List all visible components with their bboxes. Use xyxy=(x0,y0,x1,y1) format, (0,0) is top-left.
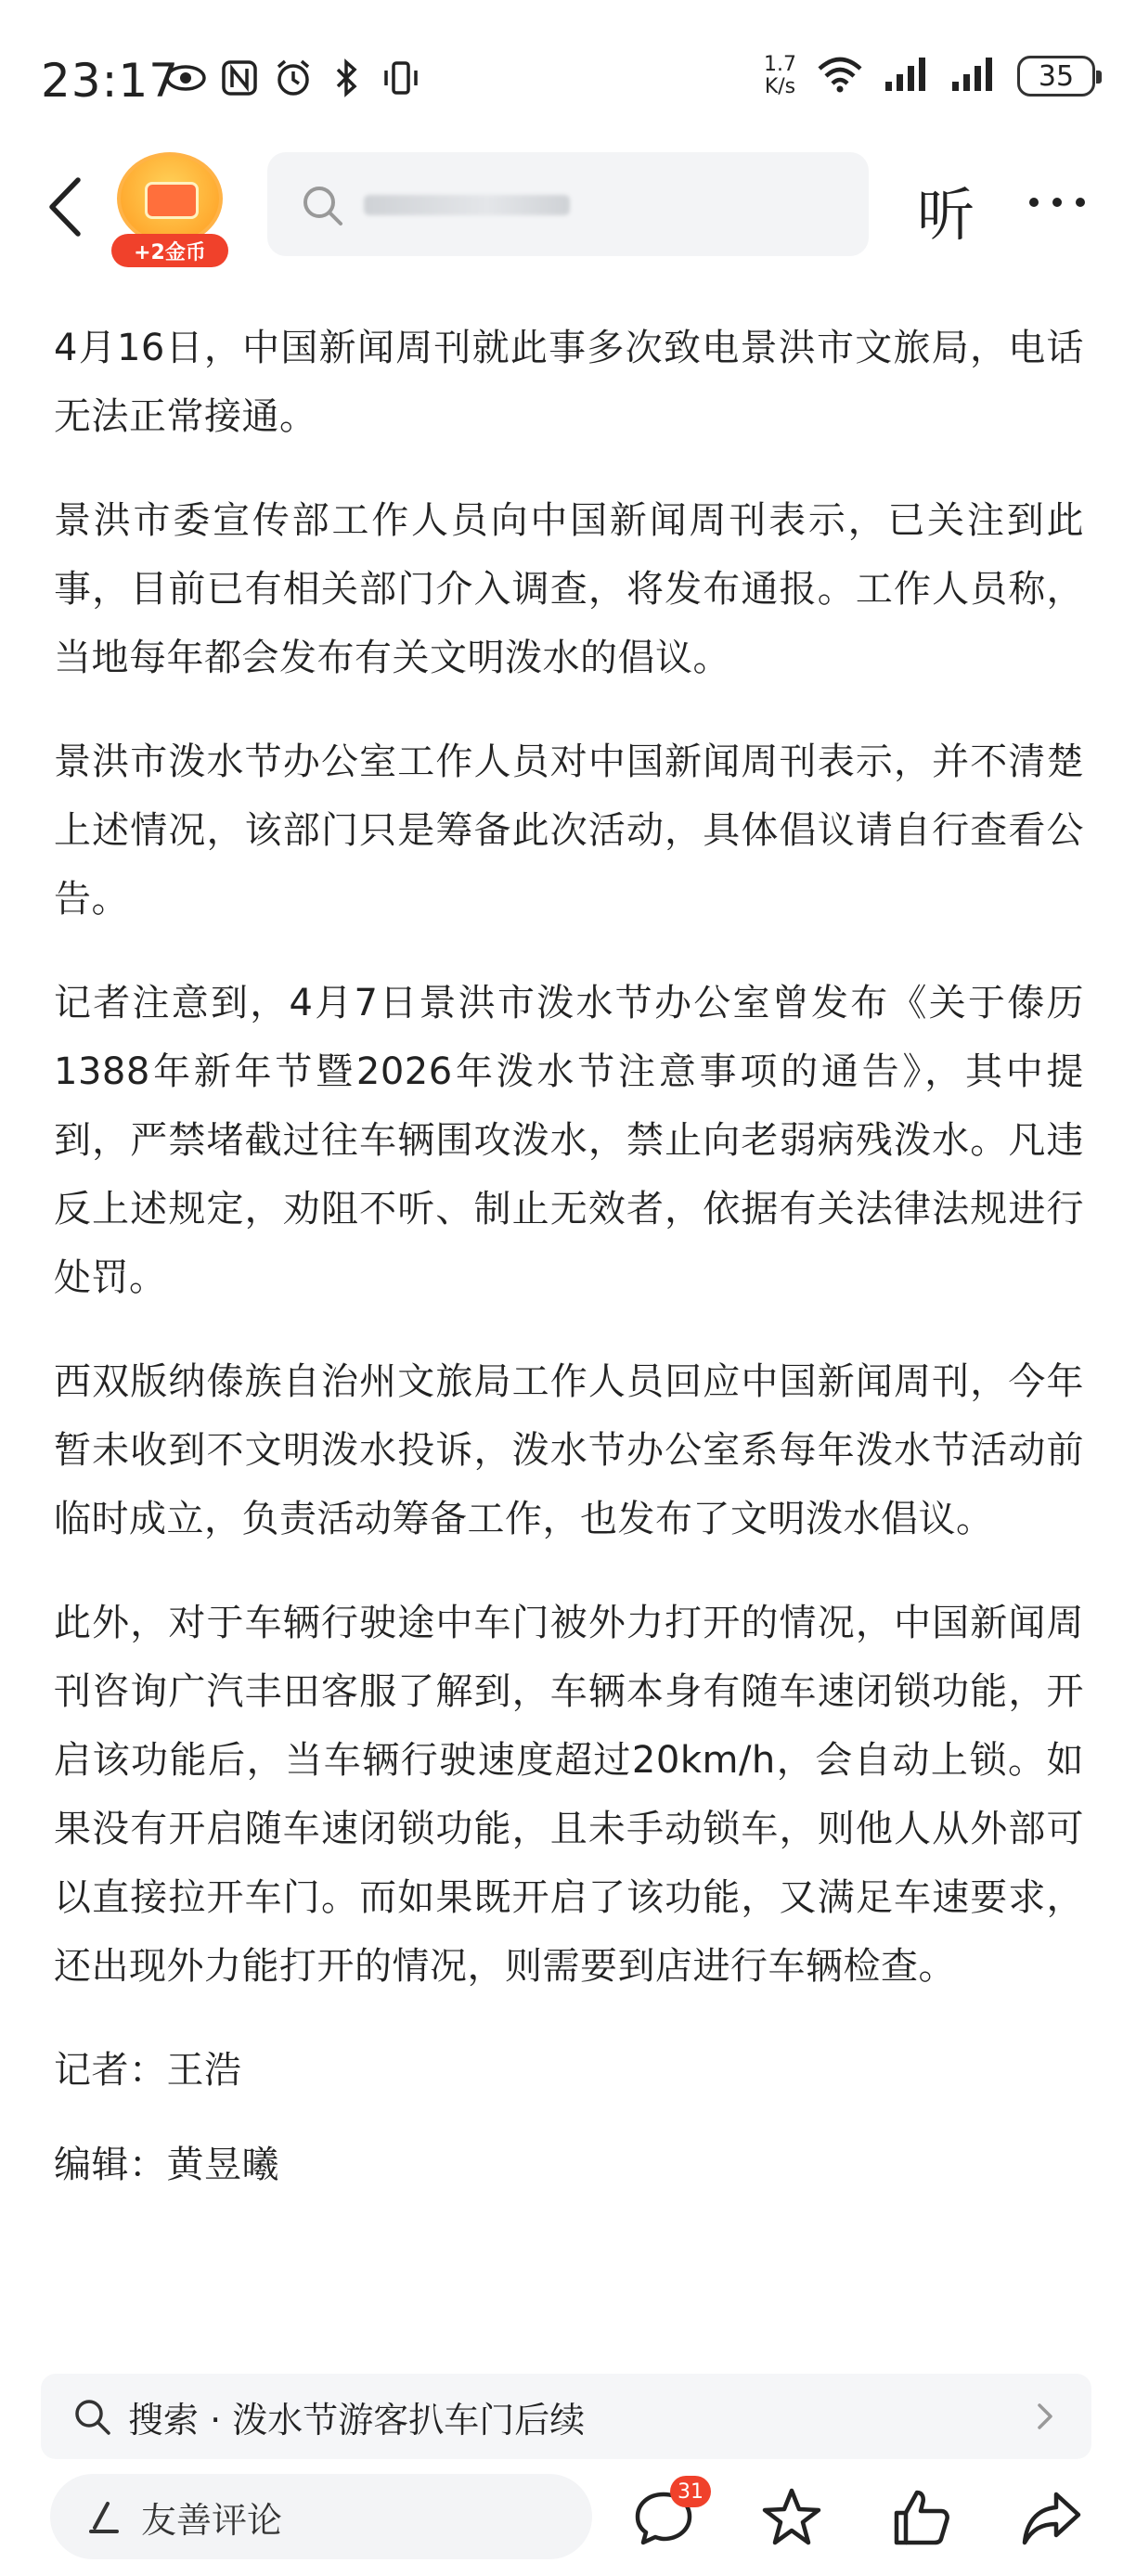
gold-coin-badge[interactable] xyxy=(111,152,228,267)
nfc-icon xyxy=(219,58,260,98)
share-icon[interactable] xyxy=(1019,2485,1084,2550)
status-time: 23:17 xyxy=(41,54,180,108)
more-dots-icon xyxy=(1026,193,1088,212)
status-right xyxy=(764,54,1095,98)
search-input[interactable] xyxy=(267,152,869,256)
bottom-action-bar xyxy=(0,2459,1136,2576)
status-left-icons xyxy=(165,58,421,98)
search-query-blurred xyxy=(364,195,570,215)
related-search-bar[interactable] xyxy=(41,2374,1091,2459)
pen-icon xyxy=(85,2498,123,2535)
wifi-icon xyxy=(817,56,863,97)
top-bar xyxy=(0,139,1136,269)
net-speed xyxy=(764,54,796,98)
listen-button[interactable]: 听 xyxy=(917,181,975,249)
signal-icon xyxy=(884,56,930,97)
gold-coin-label: +2金币 xyxy=(111,234,228,267)
article-paragraph: 景洪市委宣传部工作人员向中国新闻周刊表示，已关注到此事，目前已有相关部门介入调查，将发布通报。工作人员称，当地每年都会发布有关文明泼水的倡议。 xyxy=(54,499,1084,679)
bluetooth-icon xyxy=(327,58,368,98)
article-paragraph: 西双版纳傣族自治州文旅局工作人员回应中国新闻周刊，今年暂未收到不文明泼水投诉，泼水节办公室系每年泼水节活动前临时成立，负责活动筹备工作，也发布了文明泼水倡议。 xyxy=(54,1360,1084,1540)
chevron-right-icon xyxy=(1026,2398,1064,2435)
article-body xyxy=(54,314,1084,2225)
battery-indicator: 35 xyxy=(1017,56,1095,97)
article-paragraph: 记者注意到，4月7日景洪市泼水节办公室曾发布《关于傣历1388年新年节暨2026年泼水节注意事项的通告》，其中提到，严禁堵截过往车辆围攻泼水，禁止向老弱病残泼水。凡违反上述规定，劝阻不听、制止无效者，依据有关法律法规进行处罚。 xyxy=(54,982,1084,1299)
net-speed-unit: K/s xyxy=(764,75,796,98)
eye-icon xyxy=(165,58,206,98)
article-paragraph: 此外，对于车辆行驶途中车门被外力打开的情况，中国新闻周刊咨询广汽丰田客服了解到，车辆本身有随车速闭锁功能，开启该功能后，当车辆行驶速度超过20km/h，会自动上锁。如果没有开启随车速闭锁功能，且未手动锁车，则他人从外部可以直接拉开车门。而如果既开启了该功能，又满足车速要求，还出现外力能打开的情况，则需要到店进行车辆检查。 xyxy=(54,1602,1084,1988)
article-paragraph: 4月16日，中国新闻周刊就此事多次致电景洪市文旅局，电话无法正常接通。 xyxy=(54,327,1084,438)
comment-input[interactable] xyxy=(50,2474,592,2559)
net-speed-value: 1.7 xyxy=(764,53,796,76)
thumbs-up-icon[interactable] xyxy=(889,2485,954,2550)
comment-placeholder: 友善评论 xyxy=(141,2499,283,2541)
related-search-text: 搜索 · 泼水节游客扒车门后续 xyxy=(128,2399,586,2441)
reporter-credit: 记者：王浩 xyxy=(54,2049,242,2092)
search-icon xyxy=(301,184,343,226)
vibrate-icon xyxy=(381,58,421,98)
search-icon xyxy=(72,2397,111,2436)
signal-icon-2 xyxy=(950,56,997,97)
more-button[interactable] xyxy=(1026,193,1088,212)
alarm-icon xyxy=(273,58,314,98)
comment-count-badge: 31 xyxy=(670,2476,711,2507)
gold-coin-icon xyxy=(117,152,223,245)
status-bar xyxy=(0,0,1136,139)
chevron-left-icon xyxy=(41,174,93,239)
article-paragraph: 景洪市泼水节办公室工作人员对中国新闻周刊表示，并不清楚上述情况，该部门只是筹备此次活动，具体倡议请自行查看公告。 xyxy=(54,741,1084,921)
star-icon[interactable] xyxy=(759,2485,824,2550)
back-button[interactable] xyxy=(41,174,93,239)
editor-credit: 编辑：黄昱曦 xyxy=(54,2144,279,2186)
